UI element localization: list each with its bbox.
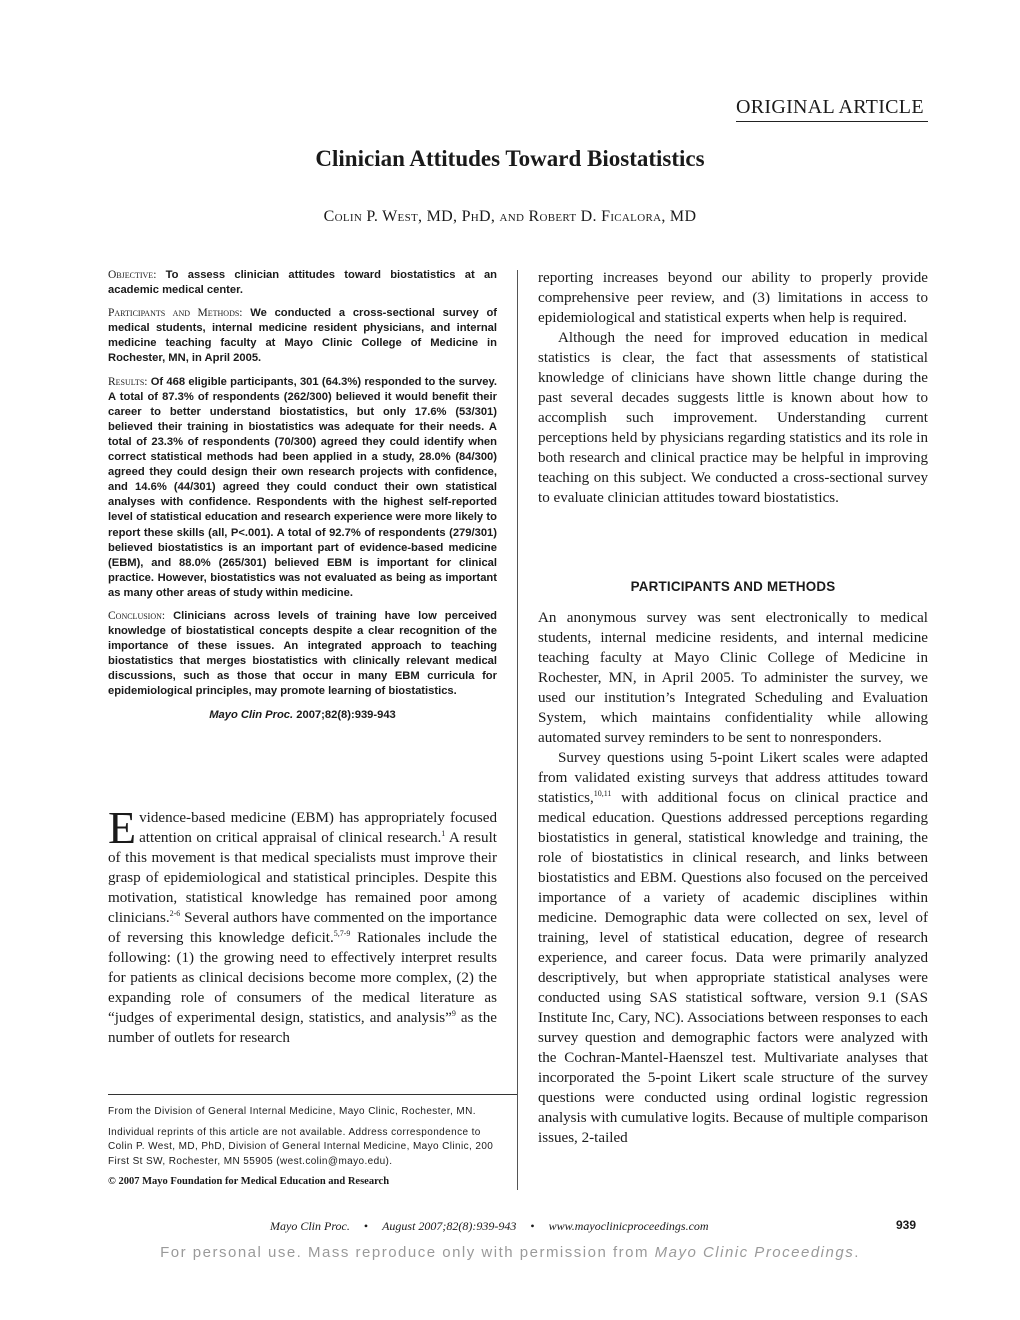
intro-column: [108, 802, 498, 1048]
footnote-affiliation: From the Division of General Internal Medicine, Mayo Clinic, Rochester, MN.: [108, 1106, 476, 1117]
article-authors: Colin P. West, MD, PhD, and Robert D. Ficalora, MD: [323, 208, 697, 225]
ref-sup: 1: [441, 828, 446, 838]
conclusion-text: Clinicians across levels of training have low perceived knowledge of biostatistical concepts despite a clear recognition of the importance of these issues. An integrated approach to teaching biostatistics that merges biostatistics with clinically relevant medical discussions, such as those that occur in many EBM curricula for epidemiological principles, may promote learning of biostatistics.: [108, 609, 498, 698]
intro-text-4: Rationales include the following: (1) the growing need to effectively interpret results for patients as clinical decisions become more complex, (2) the expanding role of consumers of the medical literature as “judges of experimental design, statistics, and analysis”: [108, 930, 497, 1026]
conclusion-label: Conclusion:: [108, 609, 166, 622]
methods-paragraph-1: An anonymous survey was sent electronically to medical students, internal medicine residents, and internal medicine teaching faculty at Mayo Clinic College of Medicine in Rochester, MN, in April 2005. To administer the survey, we used our institution’s Integrated Scheduling and Evaluation System, which maintains confidentiality while allowing automated survey reminders to be sent to nonresponders.: [538, 610, 928, 746]
citation-journal: Mayo Clin Proc.: [209, 708, 294, 721]
ref-sup: 5,7-9: [333, 928, 351, 938]
footer-issue: August 2007;82(8):939-943: [382, 1219, 517, 1233]
abstract-citation: [108, 708, 497, 723]
results-text: Of 468 eligible participants, 301 (64.3%) responded to the survey. A total of 87.3% of respondents (262/300) believed it would benefit their career to better understand biostatistics, but only 17.6% (53/301) believed their training in biostatistics was adequate for their needs. A total of 23.3% of respondents (70/300) agreed they could identify when correct statistical methods had been applied in a study, 28.0% (84/300) agreed they could design their own research projects with confidence, and 14.6% (44/301) agreed they could conduct their own statistical analyses with confidence. Respondents with the highest self-reported level of statistical education and research experience were more likely to report these skills (all, P<.001). A total of 92.7% of respondents (279/301) believed biostatistics is an important part of evidence-based medicine (EBM), and 88.0% (265/301) believed EBM is important for clinical practice. However, biostatistics was not evaluated as being as important as many other areas of study within medicine.: [108, 375, 497, 599]
footer-website[interactable]: www.mayoclinicproceedings.com: [548, 1219, 709, 1233]
drop-cap: E: [108, 802, 137, 853]
methods-text-2b: with additional focus on clinical practice and medical education. Questions addressed perceptions regarding biostatistics in general, statistical knowledge and training, the role of biostatistics in clinical research, and links between biostatistics and EBM. Questions also focused on the perceived importance of a variety of academic disciplines within medicine. Demographic data were collected on sex, level of training, level of statistical education, degree of research experience, and career focus. Data were primarily analyzed descriptively, but when appropriate statistical analyses were conducted using SAS statistical software, version 9.1 (SAS Institute Inc, Cary, NC). Associations between responses to each survey question and demographic factors were analyzed with the Cochran-Mantel-Haenszel test. Multivariate analyses that incorporated the 5-point Likert scale structure of the survey questions were conducted using ordinal logistic regression analysis with cumulative logits. Because of multiple comparison issues, 2-tailed: [538, 790, 928, 1146]
footnote-copyright: © 2007 Mayo Foundation for Medical Education and Research: [108, 1176, 390, 1187]
results-label: Results:: [108, 375, 148, 388]
methods-text: We conducted a cross-sectional survey of medical students, internal medicine resident physicians, and internal medicine teaching faculty at Mayo Clinic College of Medicine in Rochester, MN, in April 2005.: [108, 307, 497, 365]
objective-label: Objective:: [108, 269, 157, 281]
section-heading: PARTICIPANTS AND METHODS: [630, 579, 836, 594]
methods-column: [538, 608, 928, 1148]
intro-text-3: Several authors have commented on the importance of reversing this knowledge deficit.: [108, 910, 497, 946]
abstract-results: [108, 375, 497, 601]
methods-paragraph-2: [538, 748, 928, 1148]
page-number: 939: [896, 1218, 917, 1232]
footnote-reprints: Individual reprints of this article are not available. Address correspondence to Colin P. West, MD, PhD, Division of General Internal Medicine, Mayo Clinic, 200 First St SW, Rochester, MN 55905 (west.colin@mayo.edu).: [108, 1126, 494, 1167]
footnote-divider: [108, 1094, 517, 1095]
permission-suffix: .: [854, 1244, 860, 1261]
ref-sup: 9: [451, 1008, 456, 1018]
intro-paragraph-2: Although the need for improved education in medical statistics is clear, the fact that assessments of statistical knowledge of clinicians have shown little change during the past several decades suggests little is known about how to accomplish such improvement. Understanding current perceptions held by physicians regarding statistics and its role in both research and clinical practice may be helpful in improving teaching on this subject. We conducted a cross-sectional survey to evaluate clinician attitudes toward biostatistics.: [538, 330, 928, 506]
intro-continued-paragraph: reporting increases beyond our ability to properly provide comprehensive peer review, and (3) limitations in access to epidemiological and statistical experts when help is required.: [538, 270, 928, 326]
column-divider: [517, 270, 518, 1190]
abstract-methods: [108, 306, 497, 366]
page-footer: [270, 1219, 930, 1234]
intro-text-2: A result of this movement is that medical specialists must improve their grasp of epidemiological and statistical principles. Despite this motivation, statistical knowledge has remained poor among clinicians.: [108, 830, 497, 926]
permission-notice: [0, 1244, 1020, 1261]
objective-text: To assess clinician attitudes toward biostatistics at an academic medical center.: [108, 269, 497, 297]
section-label: ORIGINAL ARTICLE: [736, 96, 928, 122]
footnotes: [108, 1105, 498, 1196]
ref-sup: 10,11: [593, 788, 612, 798]
intro-column-right: [538, 268, 928, 508]
ref-sup: 2-6: [169, 908, 181, 918]
methods-text-2a: Survey questions using 5-point Likert scales were adapted from validated existing surveys that address attitudes toward statistics,: [538, 750, 928, 806]
article-title: Clinician Attitudes Toward Biostatistics: [315, 146, 705, 171]
permission-journal: Mayo Clinic Proceedings: [654, 1244, 855, 1261]
footer-separator: •: [363, 1219, 369, 1233]
abstract-conclusion: [108, 609, 497, 700]
methods-label: Participants and Methods:: [108, 307, 243, 320]
abstract: [108, 268, 497, 731]
permission-prefix: For personal use. Mass reproduce only with permission from: [160, 1244, 655, 1261]
abstract-objective: [108, 268, 497, 298]
footer-separator: •: [530, 1219, 535, 1233]
footer-journal: Mayo Clin Proc.: [270, 1219, 350, 1233]
intro-paragraph: [108, 802, 498, 1048]
intro-text-1: vidence-based medicine (EBM) has appropriately focused attention on critical appraisal of clinical research.: [139, 810, 497, 846]
citation-ref: 2007;82(8):939-943: [296, 708, 396, 721]
intro-text-5: as the number of outlets for research: [108, 1010, 498, 1046]
